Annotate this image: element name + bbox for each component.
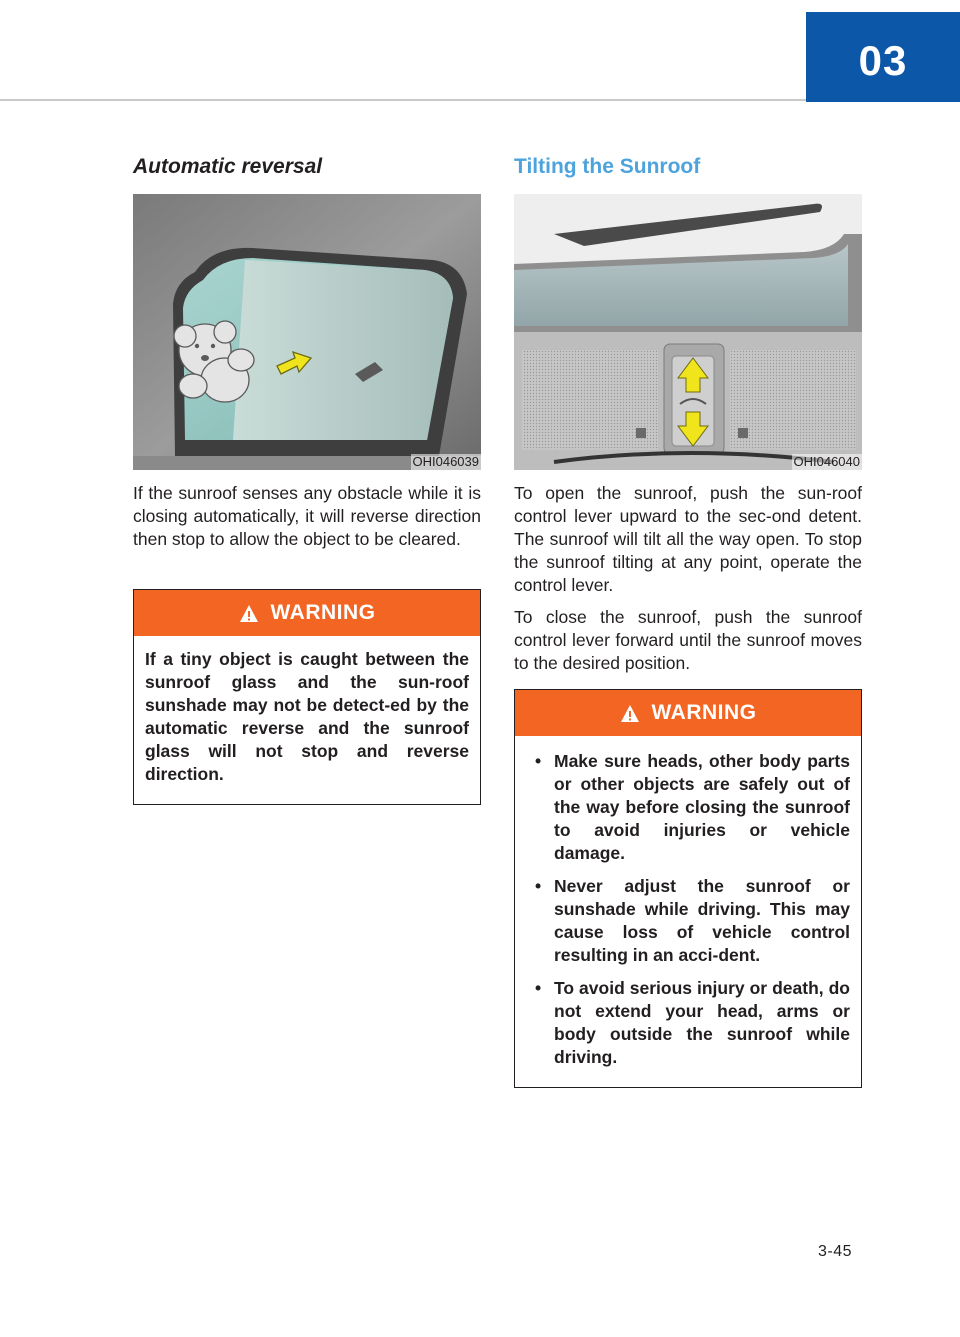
warning-triangle-icon bbox=[239, 604, 259, 623]
section-title-tilting-sunroof: Tilting the Sunroof bbox=[514, 155, 701, 178]
warning-item-text: To avoid serious injury or death, do not extend your head, arms or body outside the sunroof while driving. bbox=[554, 978, 850, 1067]
warning-list bbox=[526, 750, 850, 1069]
warning-list-container bbox=[515, 736, 861, 1087]
bullet-icon: • bbox=[535, 978, 542, 998]
right-column bbox=[514, 150, 862, 675]
list-item bbox=[526, 875, 850, 967]
warning-header bbox=[515, 690, 861, 736]
warning-label: WARNING bbox=[270, 601, 376, 624]
warning-box-left bbox=[133, 589, 481, 805]
figure-code: OHI046039 bbox=[412, 454, 479, 469]
warning-triangle-icon bbox=[620, 704, 640, 723]
chapter-tab: 03 bbox=[806, 12, 960, 102]
warning-item-text: Never adjust the sunroof or sunshade while driving. This may cause loss of vehicle control resulting in an acci-dent. bbox=[554, 876, 850, 965]
figure-code: OHI046040 bbox=[793, 454, 860, 469]
page-number: 3-45 bbox=[818, 1243, 853, 1260]
section-title-automatic-reversal: Automatic reversal bbox=[133, 155, 323, 178]
tilting-paragraph-close: To close the sunroof, push the sunroof control lever forward until the sunroof moves to the desired position. bbox=[514, 607, 862, 673]
bullet-icon: • bbox=[535, 751, 542, 771]
warning-box-right bbox=[514, 689, 862, 1088]
sunroof-obstacle-illustration bbox=[133, 194, 481, 470]
bullet-icon: • bbox=[535, 876, 542, 896]
tilting-paragraph-open: To open the sunroof, push the sun-roof control lever upward to the sec-ond detent. The sunroof will tilt all the way open. To stop the sunroof tilting at any point, operate the control lever. bbox=[514, 483, 862, 595]
figure-tilting-sunroof bbox=[514, 194, 862, 470]
figure-automatic-reversal bbox=[133, 194, 481, 470]
automatic-reversal-paragraph: If the sunroof senses any obstacle while it is closing automatically, it will reverse direction then stop to allow the object to be cleared. bbox=[133, 483, 481, 549]
warning-text: If a tiny object is caught between the sunroof glass and the sun-roof sunshade may not be detect-ed by the automatic reverse and the sunroof glass will not stop and reverse direction. bbox=[145, 649, 469, 784]
warning-label: WARNING bbox=[651, 701, 757, 724]
left-column bbox=[133, 150, 481, 551]
warning-item-text: Make sure heads, other body parts or other objects are safely out of the way before closing the sunroof to avoid injuries or vehicle damage. bbox=[554, 751, 850, 863]
list-item bbox=[526, 977, 850, 1069]
warning-header bbox=[134, 590, 480, 636]
header-rule bbox=[0, 99, 806, 101]
list-item bbox=[526, 750, 850, 865]
sunroof-control-illustration bbox=[514, 194, 862, 470]
